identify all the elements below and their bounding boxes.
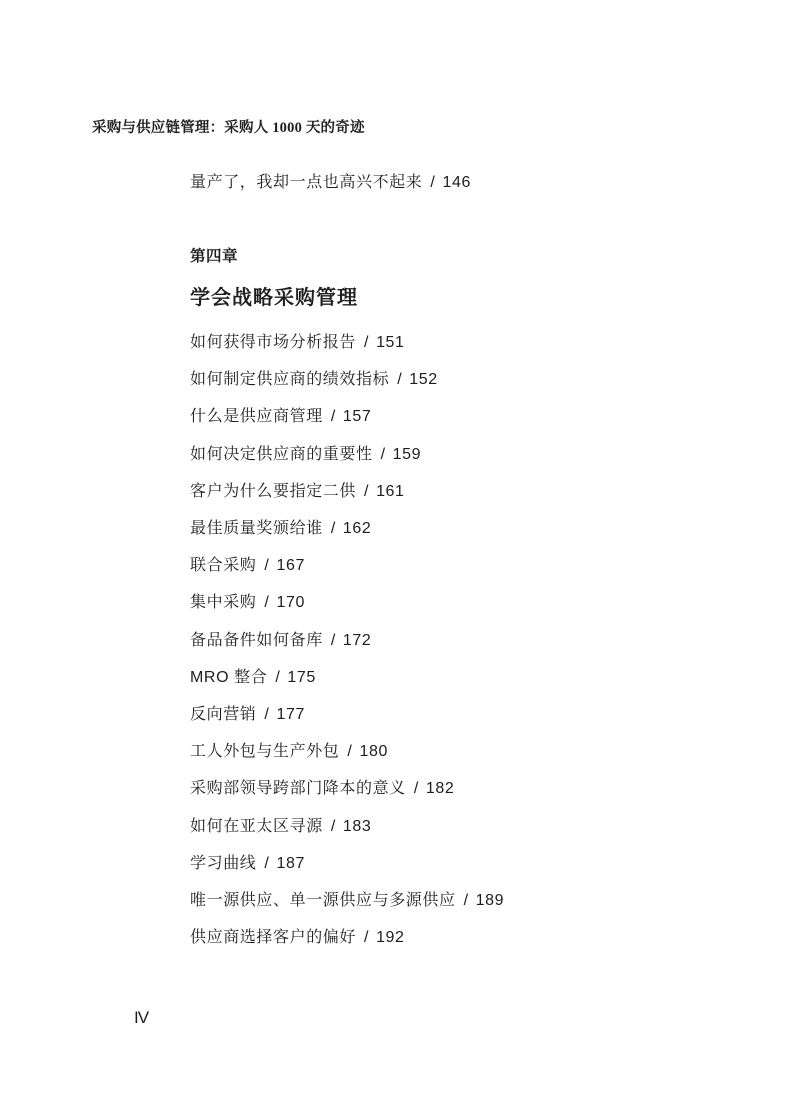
toc-entry-title: 采购部领导跨部门降本的意义 xyxy=(190,780,406,798)
toc-entry-title: 集中采购 xyxy=(190,594,257,612)
toc-entry-title: 最佳质量奖颁给谁 xyxy=(190,520,323,537)
toc-entry-page: 182 xyxy=(425,780,455,798)
toc-entry xyxy=(190,406,371,428)
toc-separator: / xyxy=(347,743,353,761)
toc-separator: / xyxy=(430,174,436,191)
toc-entry-title: 工人外包与生产外包 xyxy=(190,743,340,761)
toc-entry-page: 172 xyxy=(342,631,372,649)
toc-entry-page: 170 xyxy=(276,594,305,612)
toc-entry xyxy=(190,630,371,652)
toc-entry-title: 如何获得市场分析报告 xyxy=(190,334,357,351)
chapter-title: 学会战略采购管理 xyxy=(190,287,358,309)
toc-entry-title: MRO 整合 xyxy=(190,668,268,686)
toc-entry-title: 供应商选择客户的偏好 xyxy=(190,929,357,947)
toc-separator: / xyxy=(364,482,370,500)
toc-entry-page: 146 xyxy=(442,174,471,191)
toc-entry-page: 151 xyxy=(376,334,405,351)
toc-entry xyxy=(190,444,421,466)
toc-separator: / xyxy=(380,445,386,463)
toc-entry xyxy=(190,741,388,763)
toc-entry xyxy=(190,667,316,689)
toc-entry-previous xyxy=(190,172,471,194)
toc-entry-title: 如何制定供应商的绩效指标 xyxy=(190,371,390,389)
toc-entry xyxy=(190,481,405,503)
toc-entry-title: 客户为什么要指定二供 xyxy=(190,482,357,500)
toc-entry-title: 量产了，我却一点也高兴不起来 xyxy=(190,174,423,191)
toc-entry-page: 152 xyxy=(409,371,438,389)
toc-separator: / xyxy=(364,334,370,351)
toc-entry-page: 183 xyxy=(342,817,372,835)
toc-entry xyxy=(190,890,504,912)
toc-entry-title: 什么是供应商管理 xyxy=(190,408,323,426)
toc-separator: / xyxy=(330,408,336,426)
toc-separator: / xyxy=(264,854,270,872)
toc-entry xyxy=(190,518,371,540)
toc-entry-page: 189 xyxy=(475,892,505,909)
toc-entry xyxy=(190,778,454,800)
toc-entry-page: 177 xyxy=(276,706,305,723)
toc-separator: / xyxy=(330,817,336,835)
toc-separator: / xyxy=(330,631,336,649)
toc-entry-page: 161 xyxy=(376,482,405,500)
toc-entry-page: 180 xyxy=(359,743,388,761)
toc-entry-title: 如何在亚太区寻源 xyxy=(190,817,323,835)
toc-entry-page: 162 xyxy=(342,520,372,537)
toc-separator: / xyxy=(463,892,469,909)
toc-separator: / xyxy=(330,520,336,537)
toc-entry-page: 159 xyxy=(392,445,422,463)
toc-entry-title: 备品备件如何备库 xyxy=(190,631,323,649)
toc-entry-page: 157 xyxy=(342,408,372,426)
toc-separator: / xyxy=(364,929,370,947)
running-head: 采购与供应链管理：采购人 1000 天的奇迹 xyxy=(92,120,365,136)
toc-separator: / xyxy=(264,706,270,723)
toc-separator: / xyxy=(275,668,281,686)
toc-separator: / xyxy=(413,780,419,798)
toc-entry xyxy=(190,927,405,949)
toc-entry-title: 学习曲线 xyxy=(190,854,257,872)
toc-entry-title: 联合采购 xyxy=(190,557,257,575)
toc-separator: / xyxy=(397,371,403,389)
toc-entry xyxy=(190,332,405,354)
chapter-label: 第四章 xyxy=(190,248,239,265)
toc-entry xyxy=(190,369,438,391)
toc-entry xyxy=(190,555,305,577)
toc-entry xyxy=(190,592,305,614)
toc-entry-page: 167 xyxy=(276,557,305,575)
toc-entry-page: 175 xyxy=(287,668,316,686)
toc-separator: / xyxy=(264,594,270,612)
toc-entry-title: 唯一源供应、单一源供应与多源供应 xyxy=(190,892,456,909)
toc-entry-title: 如何决定供应商的重要性 xyxy=(190,445,373,463)
page-number: IV xyxy=(134,1008,149,1027)
toc-entry xyxy=(190,853,305,875)
toc-entry-page: 187 xyxy=(276,854,305,872)
toc-entry xyxy=(190,704,305,726)
toc-entry-title: 反向营销 xyxy=(190,706,257,723)
toc-entry-page: 192 xyxy=(376,929,405,947)
toc-separator: / xyxy=(264,557,270,575)
toc-entry xyxy=(190,816,371,838)
